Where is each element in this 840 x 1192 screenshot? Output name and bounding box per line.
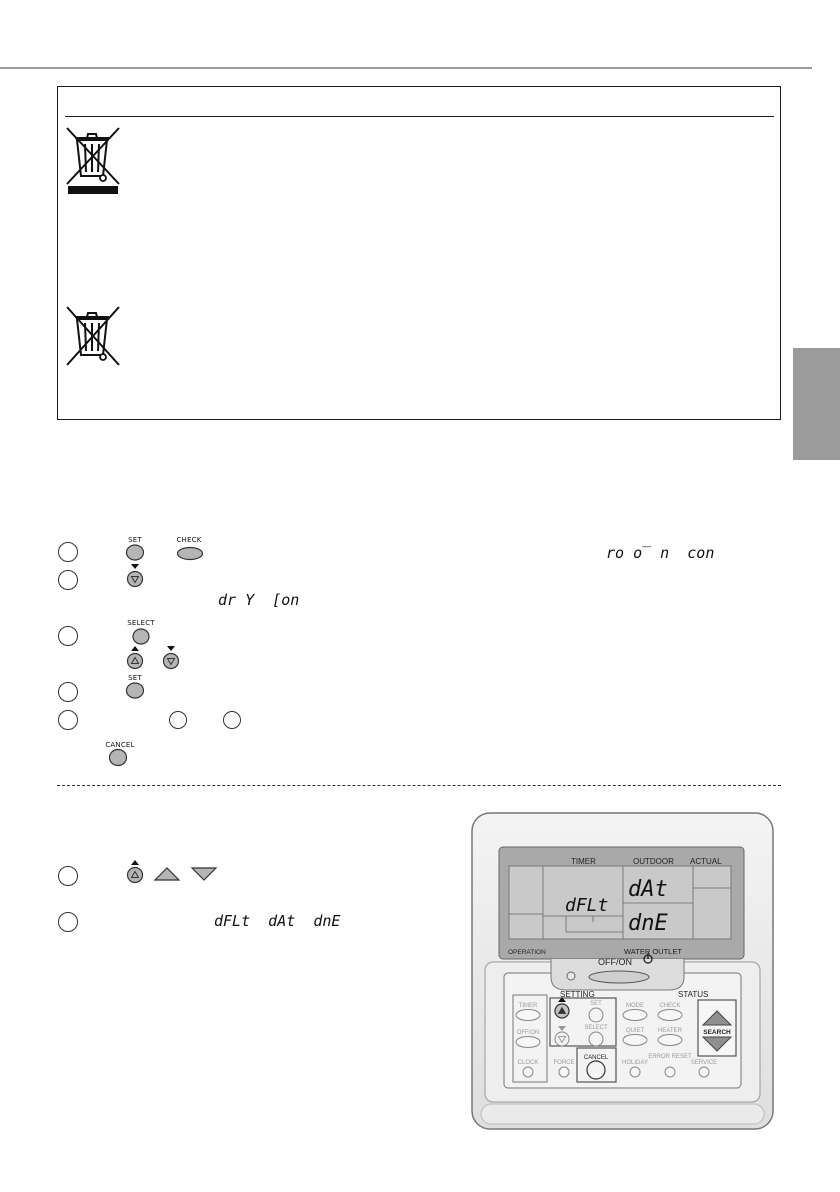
remote-timer-label: TIMER: [518, 1003, 538, 1009]
remote-select-label: SELECT: [584, 1025, 608, 1031]
step-1b-marker: [58, 866, 78, 886]
chapter-side-tab: [793, 348, 840, 460]
down-button[interactable]: [125, 563, 145, 589]
step-3-marker: [58, 626, 78, 646]
disposal-box-title-rule: [65, 116, 774, 117]
set-button-2[interactable]: [125, 682, 145, 699]
remote-holiday-label: HOLIDAY: [622, 1060, 648, 1066]
cancel-button-label: CANCEL: [105, 741, 135, 749]
cancel-button[interactable]: [108, 748, 128, 767]
remote-heater-label: HEATER: [658, 1028, 682, 1034]
check-button[interactable]: [176, 546, 204, 561]
lcd-label-operation: OPERATION: [508, 949, 546, 956]
remote-service-label: SERVICE: [690, 1060, 718, 1066]
search-down-button[interactable]: [190, 866, 218, 882]
section-divider: [57, 785, 781, 786]
lcd-dflt-text: dFLt dAt dnE: [214, 912, 341, 930]
lcd-readout-bottom: dnE: [628, 911, 668, 936]
lcd-label-outdoor: OUTDOOR: [633, 857, 674, 866]
status-label: STATUS: [678, 990, 709, 999]
header-rule: [0, 67, 812, 69]
step-ref-circle-b: [223, 711, 241, 729]
lcd-dry-con-text: dr Y [on: [218, 591, 300, 609]
step-4-marker: [58, 682, 78, 702]
remote-offon-label: OFF/ON: [516, 1030, 540, 1036]
lcd-label-water-outlet: WATER OUTLET: [624, 947, 682, 956]
remote-force-label: FORCE: [553, 1060, 575, 1066]
up-button[interactable]: [125, 645, 145, 671]
lcd-label-timer: TIMER: [571, 857, 596, 866]
lcd-label-actual: ACTUAL: [690, 857, 722, 866]
check-button-label: CHECK: [176, 536, 202, 544]
remote-search-label: SEARCH: [703, 1029, 731, 1036]
remote-clock-label: CLOCK: [517, 1060, 539, 1066]
remote-controller-illustration: [471, 812, 774, 1130]
lcd-readout-top: dAt: [628, 877, 668, 902]
select-button[interactable]: [131, 628, 151, 645]
remote-set-label: SET: [590, 1001, 602, 1007]
remote-check-label: CHECK: [659, 1003, 681, 1009]
remote-quiet-label: QUIET: [625, 1028, 645, 1034]
disposal-info-box: [57, 86, 781, 420]
step-5-marker: [58, 710, 78, 730]
remote-cancel-label: CANCEL: [583, 1055, 609, 1061]
set-button-label-2: SET: [128, 674, 142, 682]
remote-error-reset-label: ERROR RESET: [648, 1054, 692, 1060]
step-ref-circle-a: [169, 711, 187, 729]
lcd-readout-mid: dFLt: [565, 895, 609, 916]
step-2-marker: [58, 570, 78, 590]
off-on-label: OFF/ON: [598, 957, 632, 967]
step-1-marker: [58, 542, 78, 562]
set-button-label: SET: [128, 536, 142, 544]
crossed-wheeled-bin-icon: [63, 305, 123, 367]
search-up-button[interactable]: [153, 866, 181, 882]
select-button-label: SELECT: [127, 619, 155, 627]
set-button[interactable]: [125, 544, 145, 561]
down-button-alt[interactable]: [161, 645, 181, 671]
remote-mode-label: MODE: [626, 1003, 644, 1009]
setting-label: SETTING: [560, 990, 595, 999]
lcd-room-con-text: ro o̅ n con: [606, 544, 715, 562]
step-2b-marker: [58, 912, 78, 932]
up-button-b[interactable]: [125, 859, 145, 885]
crossed-wheeled-bin-with-bar-icon: [63, 124, 123, 196]
